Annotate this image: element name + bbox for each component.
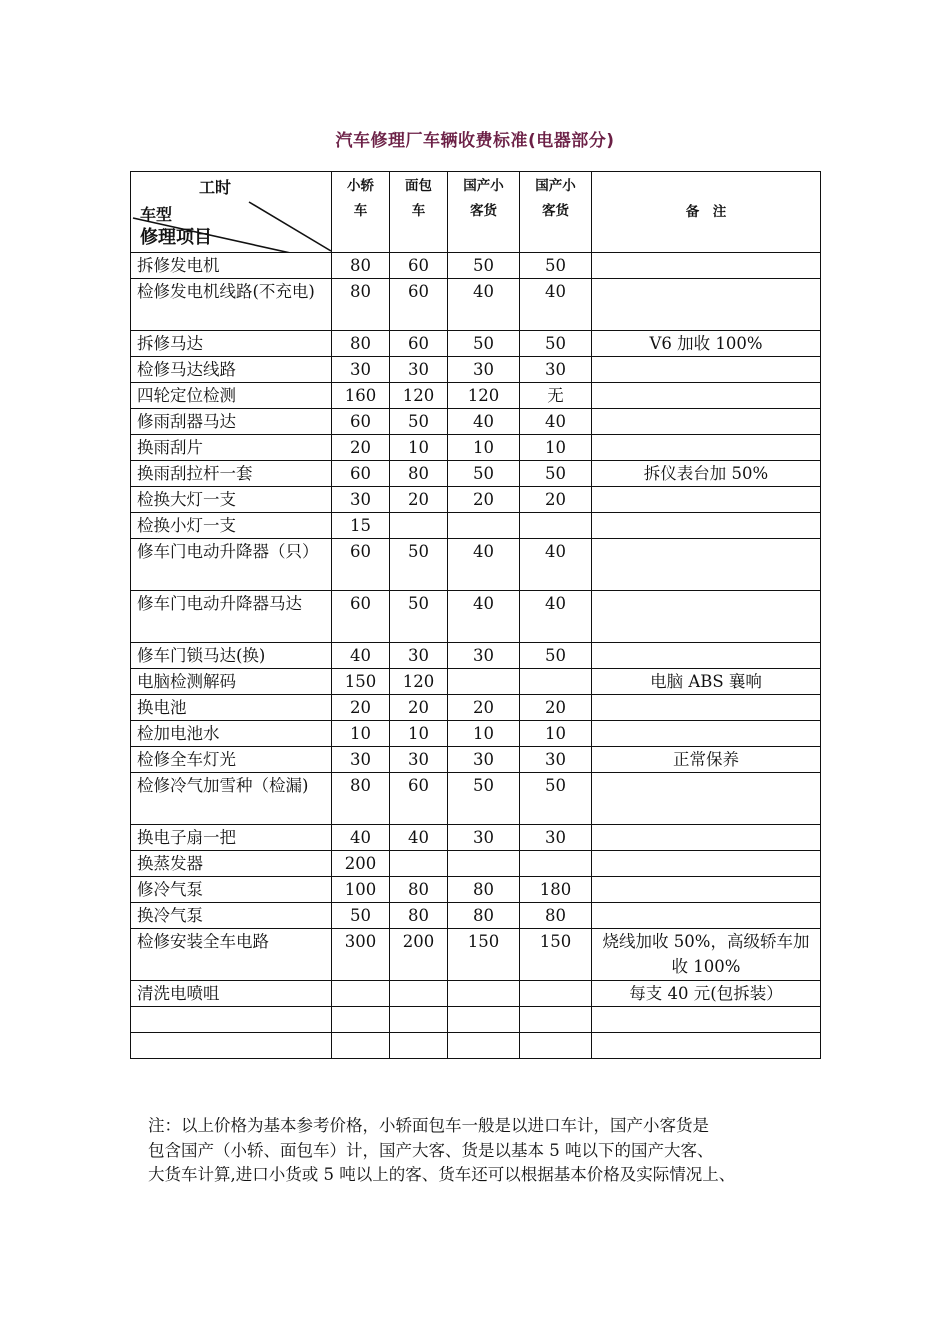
sedan-hours-cell: 30 xyxy=(332,357,390,383)
domestic-b-hours-cell xyxy=(520,1033,592,1059)
repair-item-cell: 检修发电机线路(不充电) xyxy=(131,279,332,331)
sedan-hours-cell: 40 xyxy=(332,825,390,851)
sedan-hours-cell: 10 xyxy=(332,721,390,747)
van-hours-cell xyxy=(390,1007,448,1033)
domestic-b-hours-cell: 180 xyxy=(520,877,592,903)
van-hours-cell: 60 xyxy=(390,773,448,825)
sedan-hours-cell: 80 xyxy=(332,253,390,279)
sedan-hours-cell: 50 xyxy=(332,903,390,929)
remarks-cell: 电脑 ABS 襄响 xyxy=(592,669,821,695)
table-row xyxy=(131,513,821,539)
remarks-cell xyxy=(592,487,821,513)
repair-item-cell: 换雨刮拉杆一套 xyxy=(131,461,332,487)
domestic-b-hours-cell: 50 xyxy=(520,253,592,279)
domestic-a-hours-cell: 50 xyxy=(448,331,520,357)
repair-item-cell: 检换小灯一支 xyxy=(131,513,332,539)
corner-label-hours: 工时 xyxy=(199,178,232,197)
domestic-b-hours-cell xyxy=(520,669,592,695)
table-row xyxy=(131,435,821,461)
repair-item-cell: 修车门电动升降器（只） xyxy=(131,539,332,591)
table-row xyxy=(131,409,821,435)
domestic-b-hours-cell: 50 xyxy=(520,461,592,487)
page-title: 汽车修理厂车辆收费标准(电器部分) xyxy=(335,131,615,151)
table-row xyxy=(131,825,821,851)
domestic-b-hours-cell: 30 xyxy=(520,825,592,851)
domestic-a-hours-cell: 30 xyxy=(448,825,520,851)
repair-item-cell: 修雨刮器马达 xyxy=(131,409,332,435)
table-row xyxy=(131,695,821,721)
domestic-b-hours-cell xyxy=(520,513,592,539)
repair-item-cell: 修车门锁马达(换) xyxy=(131,643,332,669)
footnote-line: 包含国产（小轿、面包车）计，国产大客、货是以基本 5 吨以下的国产大客、 xyxy=(148,1140,714,1160)
domestic-a-hours-cell: 10 xyxy=(448,435,520,461)
domestic-a-hours-cell: 40 xyxy=(448,409,520,435)
table-row xyxy=(131,1007,821,1033)
van-hours-cell: 60 xyxy=(390,253,448,279)
table-row xyxy=(131,331,821,357)
footnote xyxy=(148,1114,828,1188)
table-row xyxy=(131,383,821,409)
corner-label-vehicle-type: 车型 xyxy=(140,205,173,224)
repair-item-cell: 修车门电动升降器马达 xyxy=(131,591,332,643)
remarks-cell xyxy=(592,721,821,747)
domestic-a-hours-cell xyxy=(448,669,520,695)
footnote-line: 大货车计算,进口小货或 5 吨以上的客、货车还可以根据基本价格及实际情况上、 xyxy=(148,1165,736,1184)
repair-item-cell: 检修马达线路 xyxy=(131,357,332,383)
domestic-b-hours-cell xyxy=(520,981,592,1007)
repair-item-cell: 换电子扇一把 xyxy=(131,825,332,851)
remarks-cell xyxy=(592,903,821,929)
domestic-b-hours-cell: 50 xyxy=(520,643,592,669)
remarks-cell xyxy=(592,435,821,461)
table-row xyxy=(131,539,821,591)
sedan-hours-cell: 300 xyxy=(332,929,390,981)
van-hours-cell: 120 xyxy=(390,383,448,409)
sedan-hours-cell: 40 xyxy=(332,643,390,669)
remarks-cell xyxy=(592,695,821,721)
sedan-hours-cell xyxy=(332,1007,390,1033)
table-row xyxy=(131,461,821,487)
table-row xyxy=(131,981,821,1007)
header-sedan: 小轿 车 xyxy=(332,172,390,253)
domestic-a-hours-cell: 40 xyxy=(448,591,520,643)
domestic-b-hours-cell: 80 xyxy=(520,903,592,929)
remarks-cell: 拆仪表台加 50% xyxy=(592,461,821,487)
remarks-cell xyxy=(592,357,821,383)
repair-item-cell: 拆修马达 xyxy=(131,331,332,357)
repair-item-cell: 电脑检测解码 xyxy=(131,669,332,695)
domestic-b-hours-cell: 40 xyxy=(520,539,592,591)
table-row xyxy=(131,669,821,695)
van-hours-cell: 60 xyxy=(390,279,448,331)
remarks-cell xyxy=(592,279,821,331)
domestic-b-hours-cell: 40 xyxy=(520,279,592,331)
repair-item-cell: 拆修发电机 xyxy=(131,253,332,279)
domestic-b-hours-cell: 40 xyxy=(520,409,592,435)
corner-header-cell xyxy=(131,172,332,253)
domestic-b-hours-cell: 50 xyxy=(520,331,592,357)
domestic-a-hours-cell: 80 xyxy=(448,903,520,929)
remarks-cell xyxy=(592,383,821,409)
table-row xyxy=(131,773,821,825)
van-hours-cell: 80 xyxy=(390,903,448,929)
van-hours-cell: 30 xyxy=(390,643,448,669)
domestic-a-hours-cell: 30 xyxy=(448,747,520,773)
sedan-hours-cell: 200 xyxy=(332,851,390,877)
sedan-hours-cell: 20 xyxy=(332,695,390,721)
sedan-hours-cell: 20 xyxy=(332,435,390,461)
van-hours-cell: 80 xyxy=(390,461,448,487)
table-row xyxy=(131,877,821,903)
van-hours-cell: 120 xyxy=(390,669,448,695)
remarks-cell xyxy=(592,851,821,877)
header-row xyxy=(131,172,821,253)
van-hours-cell: 10 xyxy=(390,721,448,747)
domestic-a-hours-cell: 40 xyxy=(448,539,520,591)
domestic-a-hours-cell: 30 xyxy=(448,643,520,669)
remarks-cell: 每支 40 元(包拆装） xyxy=(592,981,821,1007)
van-hours-cell: 50 xyxy=(390,539,448,591)
domestic-a-hours-cell xyxy=(448,1007,520,1033)
repair-item-cell: 检加电池水 xyxy=(131,721,332,747)
header-remarks: 备 注 xyxy=(592,172,821,253)
table-row xyxy=(131,643,821,669)
van-hours-cell: 200 xyxy=(390,929,448,981)
domestic-a-hours-cell: 10 xyxy=(448,721,520,747)
sedan-hours-cell: 30 xyxy=(332,747,390,773)
domestic-b-hours-cell xyxy=(520,851,592,877)
remarks-cell: V6 加收 100% xyxy=(592,331,821,357)
table-row xyxy=(131,929,821,981)
domestic-b-hours-cell: 10 xyxy=(520,435,592,461)
domestic-b-hours-cell: 30 xyxy=(520,747,592,773)
sedan-hours-cell: 80 xyxy=(332,773,390,825)
van-hours-cell: 40 xyxy=(390,825,448,851)
table-row xyxy=(131,279,821,331)
remarks-cell: 正常保养 xyxy=(592,747,821,773)
domestic-b-hours-cell xyxy=(520,1007,592,1033)
remarks-cell xyxy=(592,539,821,591)
sedan-hours-cell: 150 xyxy=(332,669,390,695)
remarks-cell xyxy=(592,1007,821,1033)
domestic-a-hours-cell: 50 xyxy=(448,253,520,279)
domestic-a-hours-cell: 150 xyxy=(448,929,520,981)
repair-item-cell: 换冷气泵 xyxy=(131,903,332,929)
remarks-cell xyxy=(592,591,821,643)
remarks-cell xyxy=(592,877,821,903)
domestic-b-hours-cell: 20 xyxy=(520,487,592,513)
repair-item-cell: 清洗电喷咀 xyxy=(131,981,332,1007)
table-row xyxy=(131,851,821,877)
repair-item-cell xyxy=(131,1007,332,1033)
domestic-b-hours-cell: 20 xyxy=(520,695,592,721)
repair-item-cell: 四轮定位检测 xyxy=(131,383,332,409)
repair-item-cell: 检换大灯一支 xyxy=(131,487,332,513)
van-hours-cell xyxy=(390,1033,448,1059)
sedan-hours-cell: 60 xyxy=(332,409,390,435)
table-row xyxy=(131,591,821,643)
van-hours-cell: 30 xyxy=(390,747,448,773)
van-hours-cell: 10 xyxy=(390,435,448,461)
corner-label-repair-item: 修理项目 xyxy=(140,227,212,248)
domestic-b-hours-cell: 50 xyxy=(520,773,592,825)
table-row xyxy=(131,253,821,279)
domestic-a-hours-cell: 30 xyxy=(448,357,520,383)
domestic-a-hours-cell: 50 xyxy=(448,461,520,487)
remarks-cell xyxy=(592,253,821,279)
sedan-hours-cell: 60 xyxy=(332,461,390,487)
van-hours-cell: 50 xyxy=(390,409,448,435)
remarks-cell: 烧线加收 50%，高级轿车加收 100% xyxy=(592,929,821,981)
footnote-line: 注：以上价格为基本参考价格，小轿面包车一般是以进口车计，国产小客货是 xyxy=(148,1116,709,1135)
sedan-hours-cell xyxy=(332,1033,390,1059)
sedan-hours-cell: 60 xyxy=(332,591,390,643)
repair-item-cell: 检修全车灯光 xyxy=(131,747,332,773)
sedan-hours-cell: 30 xyxy=(332,487,390,513)
domestic-a-hours-cell xyxy=(448,1033,520,1059)
sedan-hours-cell: 15 xyxy=(332,513,390,539)
domestic-a-hours-cell xyxy=(448,851,520,877)
table-row xyxy=(131,747,821,773)
van-hours-cell: 80 xyxy=(390,877,448,903)
table-row xyxy=(131,721,821,747)
repair-item-cell: 换电池 xyxy=(131,695,332,721)
table-row xyxy=(131,487,821,513)
domestic-b-hours-cell: 30 xyxy=(520,357,592,383)
van-hours-cell: 30 xyxy=(390,357,448,383)
repair-item-cell: 换蒸发器 xyxy=(131,851,332,877)
sedan-hours-cell: 160 xyxy=(332,383,390,409)
remarks-cell xyxy=(592,643,821,669)
van-hours-cell xyxy=(390,851,448,877)
repair-item-cell: 检修冷气加雪种（检漏) xyxy=(131,773,332,825)
remarks-cell xyxy=(592,409,821,435)
table-row xyxy=(131,903,821,929)
repair-item-cell xyxy=(131,1033,332,1059)
domestic-a-hours-cell: 120 xyxy=(448,383,520,409)
domestic-b-hours-cell: 40 xyxy=(520,591,592,643)
repair-item-cell: 换雨刮片 xyxy=(131,435,332,461)
domestic-a-hours-cell: 20 xyxy=(448,487,520,513)
van-hours-cell xyxy=(390,981,448,1007)
header-domestic-small-a: 国产小 客货 xyxy=(448,172,520,253)
domestic-a-hours-cell xyxy=(448,513,520,539)
repair-item-cell: 修冷气泵 xyxy=(131,877,332,903)
header-van: 面包 车 xyxy=(390,172,448,253)
domestic-b-hours-cell: 10 xyxy=(520,721,592,747)
domestic-b-hours-cell: 150 xyxy=(520,929,592,981)
van-hours-cell: 20 xyxy=(390,695,448,721)
fee-table xyxy=(130,171,821,1059)
domestic-a-hours-cell: 50 xyxy=(448,773,520,825)
remarks-cell xyxy=(592,1033,821,1059)
van-hours-cell xyxy=(390,513,448,539)
repair-item-cell: 检修安装全车电路 xyxy=(131,929,332,981)
van-hours-cell: 60 xyxy=(390,331,448,357)
sedan-hours-cell: 80 xyxy=(332,279,390,331)
sedan-hours-cell: 80 xyxy=(332,331,390,357)
domestic-b-hours-cell: 无 xyxy=(520,383,592,409)
sedan-hours-cell: 60 xyxy=(332,539,390,591)
domestic-a-hours-cell: 20 xyxy=(448,695,520,721)
header-domestic-small-b: 国产小 客货 xyxy=(520,172,592,253)
remarks-cell xyxy=(592,825,821,851)
van-hours-cell: 20 xyxy=(390,487,448,513)
domestic-a-hours-cell: 40 xyxy=(448,279,520,331)
van-hours-cell: 50 xyxy=(390,591,448,643)
table-row xyxy=(131,1033,821,1059)
sedan-hours-cell xyxy=(332,981,390,1007)
domestic-a-hours-cell xyxy=(448,981,520,1007)
sedan-hours-cell: 100 xyxy=(332,877,390,903)
domestic-a-hours-cell: 80 xyxy=(448,877,520,903)
table-row xyxy=(131,357,821,383)
remarks-cell xyxy=(592,773,821,825)
remarks-cell xyxy=(592,513,821,539)
